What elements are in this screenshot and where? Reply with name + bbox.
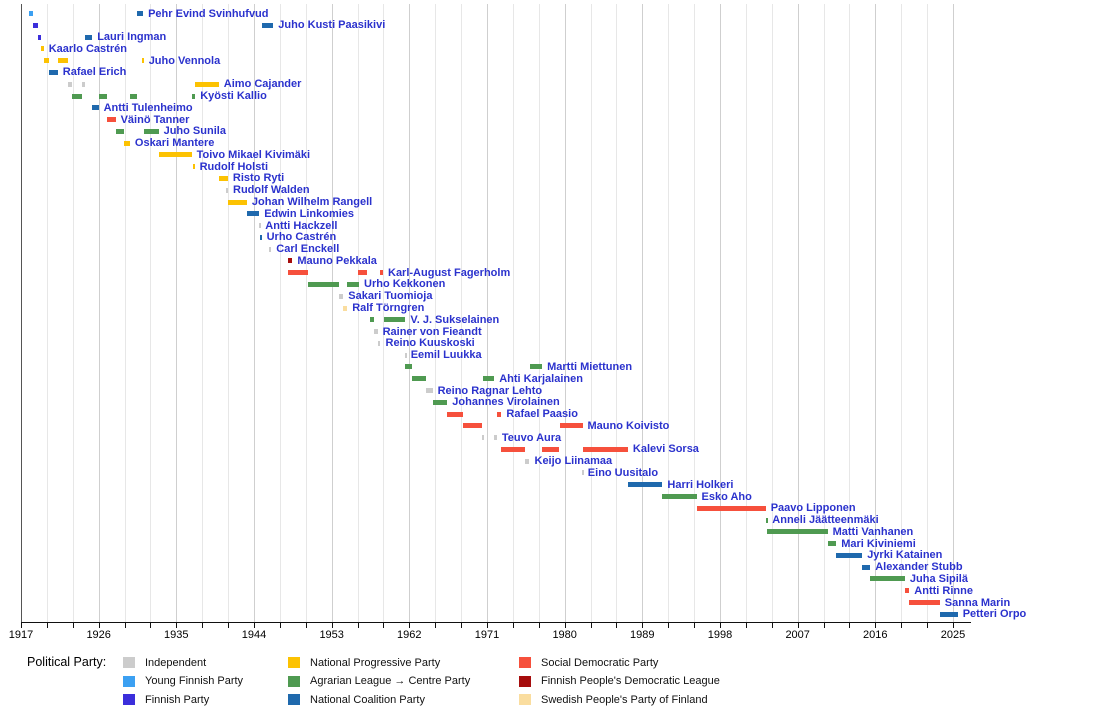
pm-term-bar [33,23,37,28]
axis-tick [21,623,22,628]
axis-tick-label: 1944 [241,629,267,641]
pm-term-bar [447,412,463,417]
gridline [176,4,177,622]
axis-tick [73,623,74,628]
pm-term-bar [497,412,502,417]
pm-term-bar [262,23,274,28]
pm-term-bar [85,35,92,40]
axis-tick [99,623,100,628]
legend-swatch [288,694,300,705]
pm-term-bar [482,435,484,440]
axis-tick [254,623,255,628]
legend-label: Independent [145,656,207,669]
gridline [21,4,22,622]
pm-term-bar [767,529,827,534]
pm-term-bar [380,270,384,275]
gridline [927,4,928,622]
pm-name-label[interactable]: Juho Sunila [163,125,226,138]
legend-swatch [288,657,300,668]
pm-term-bar [347,282,359,287]
axis-tick [901,623,902,628]
axis-tick [47,623,48,628]
legend-label: National Progressive Party [310,656,441,669]
axis-tick [616,623,617,628]
pm-name-label[interactable]: Johan Wilhelm Rangell [251,196,373,208]
pm-name-label[interactable]: Rudolf Walden [233,184,310,197]
pm-name-label[interactable]: Kaarlo Castrén [48,42,127,55]
pm-name-label[interactable]: Pehr Evind Svinhufvud [148,7,269,20]
axis-tick [176,623,177,628]
gridline [720,4,721,622]
pm-term-bar [560,423,583,428]
axis-tick [798,623,799,628]
pm-name-label[interactable]: Harri Holkeri [667,478,734,491]
axis-tick-label: 2007 [785,629,810,641]
pm-name-label[interactable]: Antti Hackzell [265,219,338,232]
pm-term-bar [192,94,196,99]
pm-name-label[interactable]: Ahti Karjalainen [499,372,583,385]
pm-term-bar [426,388,432,393]
pm-name-label[interactable]: Karl-August Fagerholm [388,266,511,279]
pm-name-label[interactable]: Kalevi Sorsa [632,443,699,456]
pm-term-bar [583,447,628,452]
axis-tick [591,623,592,628]
pm-term-bar [339,294,343,299]
pm-term-bar [195,82,219,87]
pm-term-bar [82,82,85,87]
axis-tick [642,623,643,628]
legend-swatch [519,694,531,705]
pm-term-bar [343,306,347,311]
pm-term-bar [288,270,308,275]
pm-term-bar [308,282,340,287]
pm-name-label[interactable]: Keijo Liinamaa [534,455,613,468]
pm-term-bar [870,576,905,581]
axis-tick [875,623,876,628]
pm-name-label[interactable]: Reino Kuuskoski [385,337,475,350]
legend-label: Swedish People's Party of Finland [541,693,708,706]
pm-name-label[interactable]: Väinö Tanner [120,113,190,126]
pm-term-bar [862,565,870,570]
pm-term-bar [697,506,766,511]
pm-term-bar [463,423,482,428]
axis-tick [694,623,695,628]
pm-term-bar [909,600,940,605]
gridline [539,4,540,622]
axis-tick [668,623,669,628]
pm-name-label[interactable]: Mauno Koivisto [587,419,670,432]
pm-name-label[interactable]: Mari Kiviniemi [841,537,916,550]
pm-name-label[interactable]: Antti Rinne [914,584,973,597]
pm-term-bar [384,317,406,322]
pm-term-bar [905,588,909,593]
pm-term-bar [226,188,228,193]
pm-term-bar [116,129,125,134]
gridline [332,4,333,622]
pm-name-label[interactable]: Esko Aho [701,490,752,503]
pm-name-label[interactable]: Eemil Luukka [410,349,482,362]
pm-name-label[interactable]: Eino Uusitalo [587,466,659,479]
axis-tick [280,623,281,628]
pm-name-label[interactable]: Johannes Virolainen [452,396,560,409]
pm-term-bar [193,164,195,169]
pm-name-label[interactable]: Paavo Lipponen [770,502,856,515]
pm-name-label[interactable]: Rudolf Holsti [199,160,269,173]
pm-term-bar [142,58,144,63]
legend-label: National Coalition Party [310,693,425,706]
pm-name-label[interactable]: Antti Tulenheimo [103,101,193,114]
pm-term-bar [44,58,49,63]
gridline [668,4,669,622]
pm-term-bar [374,329,378,334]
pm-term-bar [259,223,261,228]
pm-term-bar [405,353,407,358]
pm-name-label[interactable]: Ralf Törngren [352,302,425,314]
axis-tick [513,623,514,628]
pm-term-bar [530,364,543,369]
axis-tick-label: 1926 [86,629,111,641]
axis-tick [202,623,203,628]
gridline [953,4,954,622]
pm-name-label[interactable]: Rainer von Fieandt [382,325,482,338]
axis-tick-label: 1971 [474,629,500,641]
pm-term-bar [29,11,34,16]
pm-name-label[interactable]: Juho Vennola [148,54,221,67]
axis-tick [409,623,410,628]
axis-tick [435,623,436,628]
axis-tick [383,623,384,628]
axis-tick [746,623,747,628]
axis-tick [487,623,488,628]
pm-term-bar [92,105,98,110]
legend-swatch [123,694,135,705]
gridline [591,4,592,622]
axis-tick-label: 1917 [8,629,34,641]
axis-tick [461,623,462,628]
axis-tick [953,623,954,628]
pm-term-bar [124,141,130,146]
gridline [746,4,747,622]
gridline [125,4,126,622]
pm-name-label[interactable]: Matti Vanhanen [832,525,914,538]
pm-term-bar [940,612,958,617]
legend-swatch [519,676,531,687]
axis-tick [927,623,928,628]
pm-name-label[interactable]: Juho Kusti Paasikivi [278,19,386,32]
pm-term-bar [483,376,494,381]
axis-tick [228,623,229,628]
gridline [47,4,48,622]
legend-swatch [123,676,135,687]
pm-name-label[interactable]: Martti Miettunen [547,360,633,373]
pm-name-label[interactable]: Petteri Orpo [962,608,1027,621]
pm-term-bar [358,270,368,275]
gridline [694,4,695,622]
pm-term-bar [58,58,68,63]
pm-term-bar [828,541,837,546]
pm-name-label[interactable]: Jyrki Katainen [867,549,943,562]
legend [0,650,1100,712]
pm-term-bar [494,435,497,440]
legend-swatch [519,657,531,668]
axis-tick-label: 1935 [164,629,189,641]
pm-term-bar [370,317,374,322]
pm-term-bar [412,376,427,381]
legend-swatch [288,676,300,687]
pm-name-label[interactable]: Rafael Erich [62,66,127,79]
gridline [565,4,566,622]
axis-tick [539,623,540,628]
pm-term-bar [766,518,768,523]
legend-swatch [123,657,135,668]
pm-term-bar [628,482,662,487]
legend-label: Finnish People's Democratic League [541,675,720,687]
pm-name-label[interactable]: Reino Ragnar Lehto [437,384,543,397]
pm-term-bar [72,94,82,99]
pm-name-label[interactable]: Urho Kekkonen [364,278,446,291]
pm-term-bar [269,247,271,252]
axis-tick [772,623,773,628]
pm-name-label[interactable]: Rafael Paasio [506,408,578,420]
pm-term-bar [247,211,259,216]
pm-name-label[interactable]: Sanna Marin [944,596,1011,609]
gridline [306,4,307,622]
gridline [150,4,151,622]
axis-tick [849,623,850,628]
legend-label: Finnish Party [145,693,210,706]
pm-term-bar [137,11,143,16]
axis-tick [306,623,307,628]
pm-name-label[interactable]: Anneli Jäätteenmäki [772,514,879,526]
legend-title: Political Party: [27,655,107,669]
pm-name-label[interactable]: Aimo Cajander [223,78,302,91]
gridline [616,4,617,622]
pm-term-bar [219,176,228,181]
x-axis-line [21,622,971,623]
axis-tick-label: 1980 [552,629,577,641]
pm-name-label[interactable]: Risto Ryti [232,172,285,185]
pm-name-label[interactable]: Sakari Tuomioja [348,290,433,303]
pm-term-bar [41,46,44,51]
pm-name-label[interactable]: Toivo Mikael Kivimäki [196,148,311,161]
axis-tick [125,623,126,628]
axis-tick [565,623,566,628]
pm-term-bar [501,447,525,452]
axis-tick-label: 1962 [397,629,422,641]
pm-term-bar [38,35,41,40]
axis-tick [358,623,359,628]
pm-name-label[interactable]: Kyösti Kallio [200,90,267,102]
legend-label: Agrarian League → Centre Party [310,675,471,687]
legend-label: Young Finnish Party [145,675,244,687]
pm-term-bar [836,553,862,558]
pm-term-bar [159,152,192,157]
pm-term-bar [542,447,559,452]
pm-name-label[interactable]: Juha Sipilä [909,572,968,585]
axis-tick-label: 1953 [319,629,344,641]
pm-term-bar [288,258,292,263]
pm-term-bar [99,94,107,99]
pm-name-label[interactable]: Carl Enckell [276,243,340,256]
axis-tick [824,623,825,628]
gridline [280,4,281,622]
pm-term-bar [260,235,262,240]
pm-name-label[interactable]: Teuvo Aura [501,431,562,444]
pm-term-bar [662,494,696,499]
gridline [513,4,514,622]
pm-name-label[interactable]: Lauri Ingman [97,31,167,44]
pm-term-bar [68,82,72,87]
pm-term-bar [49,70,58,75]
gridline [642,4,643,622]
pm-term-bar [378,341,381,346]
pm-term-bar [525,459,529,464]
axis-tick [332,623,333,628]
axis-tick-label: 2016 [863,629,888,641]
pm-name-label[interactable]: Mauno Pekkala [297,254,377,267]
pm-name-label[interactable]: Alexander Stubb [875,561,963,574]
axis-tick-label: 1998 [707,629,733,641]
pm-term-bar [433,400,448,405]
pm-term-bar [405,364,411,369]
pm-term-bar [130,94,137,99]
axis-tick [720,623,721,628]
pm-term-bar [228,200,247,205]
axis-tick [150,623,151,628]
pm-term-bar [144,129,159,134]
axis-tick-label: 1989 [630,629,655,641]
pm-term-bar [582,470,584,475]
pm-name-label[interactable]: Edwin Linkomies [264,207,355,220]
pm-term-bar [107,117,116,122]
pm-name-label[interactable]: Urho Castrén [266,231,337,244]
legend-label: Social Democratic Party [541,656,659,669]
pm-name-label[interactable]: Oskari Mantere [134,137,215,150]
axis-tick-label: 2025 [940,629,966,641]
pm-name-label[interactable]: V. J. Sukselainen [410,313,500,326]
